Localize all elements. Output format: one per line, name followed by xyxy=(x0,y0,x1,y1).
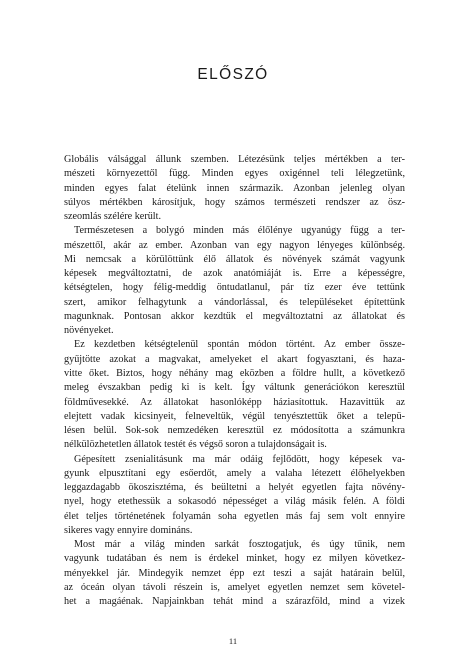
text-line: mészeti környezettől függ. Minden egyes oxigénnel teli lélegzetünk, xyxy=(64,168,405,180)
text-line: gyűjtötte azokat a magvakat, amelyeket el akart fogyasztani, és haza- xyxy=(64,353,405,365)
chapter-title: ELŐSZÓ xyxy=(197,66,269,83)
body-text xyxy=(64,153,405,610)
text-line: leggazdagabb ökoszisztéma, és beültetni a helyét egyetlen fajta növény- xyxy=(64,482,405,494)
paragraph xyxy=(64,538,405,609)
text-line: nélkülözhetetlen állatok testét és végső soron a tulajdonságait is. xyxy=(64,439,327,451)
text-line: het a magáénak. Napjainkban tehát mind a szárazföld, mind a vizek xyxy=(64,596,405,608)
text-line: Ez kezdetben kétségtelenül spontán módon történt. Az ember össze- xyxy=(74,339,405,351)
page-number: 11 xyxy=(228,636,238,646)
text-line: az óceán olyan távoli részein is, amelyet egyetlen nemzet sem követel- xyxy=(64,581,405,593)
text-line: elejtett vadak kicsinyeit, felneveltük, végül tenyésztettük őket a telepü- xyxy=(64,410,405,422)
text-line: súlyos mértékben károsítjuk, hogy számos természeti rendszer az ösz- xyxy=(64,196,405,208)
text-line: vitte őket. Biztos, hogy néhány mag eközben a földre hullt, a következő xyxy=(64,367,405,379)
text-line: élet teljes történetének folyamán soha egyetlen más faj sem volt ennyire xyxy=(64,510,405,522)
text-line: nyel, hogy etethessük a sokasodó népességet a világ másik felén. A földi xyxy=(64,496,405,508)
text-line: magunknak. Pontosan akkor kezdtük el megváltoztatni az állatokat és xyxy=(64,310,405,322)
text-line: Globális válsággal állunk szemben. Létezésünk teljes mértékben a ter- xyxy=(64,154,405,165)
text-line: képesek megváltoztatni, de azok anatómiáját is. Erre a képességre, xyxy=(64,268,405,280)
text-line: meleg évszakban pedig ki is kelt. Így váltunk generációkon keresztül xyxy=(64,382,405,394)
text-line: kétségtelen, hogy félig-meddig öntudatlanul, pár tíz ezer éve tettünk xyxy=(64,282,405,294)
text-line: vagyunk tudatában és nem is érdekel minket, hogy ez milyen következ- xyxy=(64,553,405,565)
text-line: földművesekké. Az állatokat hasonlóképp háziasítottuk. Hazavittük az xyxy=(64,396,405,408)
text-line: Természetesen a bolygó minden más élőlénye ugyanúgy függ a ter- xyxy=(74,225,405,237)
text-line: szeomlás szélére került. xyxy=(64,211,162,223)
text-line: szert, amikor felhagytunk a vándorlással, és településeket építettünk xyxy=(64,296,405,308)
paragraph xyxy=(64,338,405,452)
text-line: növényeket. xyxy=(64,325,114,337)
text-line: Mi nemcsak a körülöttünk élő állatok és növények számát vagyunk xyxy=(64,253,405,265)
text-line: mészettől, akár az ember. Azonban van egy nagyon lényeges különbség. xyxy=(64,239,405,251)
text-line: Gépesített zsenialitásunk ma már odáig fejlődött, hogy képesek va- xyxy=(74,453,405,465)
text-line: minden egyes falat ételünk innen származik. Azonban jelenleg olyan xyxy=(64,182,405,194)
text-line: sikeres vagy ennyire domináns. xyxy=(64,524,193,536)
paragraph xyxy=(64,153,405,224)
text-line: Most már a világ minden sarkát fosztogatjuk, és úgy tűnik, nem xyxy=(74,539,405,551)
text-line: gyunk elpusztítani egy esőerdőt, amely a valaha létezett élőhelyekben xyxy=(64,467,405,479)
paragraph xyxy=(64,224,405,338)
text-line: lésen belül. Sok-sok nemzedéken keresztül ez módosította a számunkra xyxy=(64,425,405,437)
paragraph xyxy=(64,453,405,539)
text-line: ményekkel jár. Mindegyik nemzet épp ezt teszi a saját határain belül, xyxy=(64,567,405,579)
